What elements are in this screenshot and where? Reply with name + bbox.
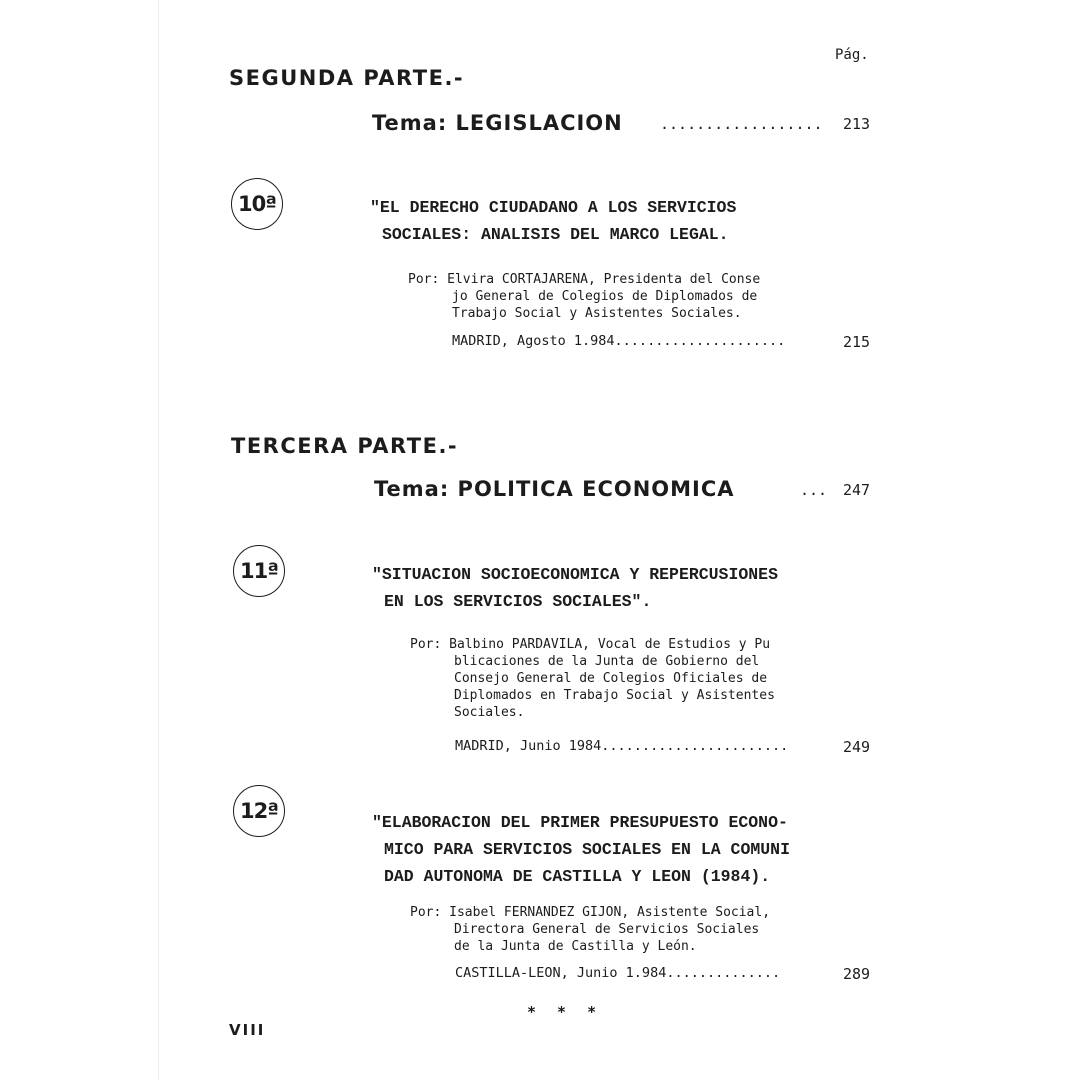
- tema-page-number: 213: [843, 115, 871, 133]
- tema-line: [374, 477, 735, 501]
- tema-leader: ..................: [660, 115, 823, 133]
- author-line: Trabajo Social y Asistentes Sociales.: [452, 306, 742, 321]
- section-separator-stars: * * *: [527, 1003, 603, 1021]
- tema-line: [372, 111, 623, 135]
- author-line: jo General de Colegios de Diplomados de: [452, 289, 758, 304]
- author-line: Consejo General de Colegios Oficiales de: [454, 671, 768, 686]
- article-author: [408, 271, 760, 322]
- article-author: [410, 636, 775, 721]
- author-line: Por: Balbino PARDAVILA, Vocal de Estudios y Pu: [410, 637, 771, 652]
- author-line: Directora General de Servicios Sociales: [454, 922, 760, 937]
- page-number-roman: VIII: [229, 1021, 266, 1039]
- author-line: Sociales.: [454, 705, 525, 720]
- article-title-line: "ELABORACION DEL PRIMER PRESUPUESTO ECONO-: [372, 813, 788, 832]
- article-title-line: MICO PARA SERVICIOS SOCIALES EN LA COMUNI: [384, 840, 790, 859]
- article-page-number: 215: [843, 333, 871, 351]
- article-title: [370, 194, 736, 248]
- part-title: SEGUNDA PARTE.-: [229, 66, 465, 90]
- article-number-badge: 12ª: [233, 785, 285, 837]
- part-title: TERCERA PARTE.-: [231, 434, 459, 458]
- article-author: [410, 904, 770, 955]
- article-number-badge: 11ª: [233, 545, 285, 597]
- article-title-line: SOCIALES: ANALISIS DEL MARCO LEGAL.: [382, 225, 729, 244]
- article-number-badge: 10ª: [231, 178, 283, 230]
- author-line: Diplomados en Trabajo Social y Asistentes: [454, 688, 775, 703]
- article-title-line: "EL DERECHO CIUDADANO A LOS SERVICIOS: [370, 198, 737, 217]
- author-line: Por: Elvira CORTAJARENA, Presidenta del Conse: [408, 272, 761, 287]
- article-title-line: DAD AUTONOMA DE CASTILLA Y LEON (1984).: [384, 867, 771, 886]
- tema-label: Tema:: [372, 111, 448, 135]
- article-title: [372, 809, 790, 890]
- article-page-number: 249: [843, 738, 871, 756]
- author-line: de la Junta de Castilla y León.: [454, 939, 697, 954]
- article-page-number: 289: [843, 965, 871, 983]
- article-dateline: CASTILLA-LEON, Junio 1.984..............: [455, 965, 781, 981]
- article-title-line: "SITUACION SOCIOECONOMICA Y REPERCUSIONES: [372, 565, 778, 584]
- article-title-line: EN LOS SERVICIOS SOCIALES".: [384, 592, 652, 611]
- scan-edge: [158, 0, 159, 1080]
- author-line: blicaciones de la Junta de Gobierno del: [454, 654, 760, 669]
- article-dateline: MADRID, Junio 1984.......................: [455, 738, 789, 754]
- tema-page-number: 247: [843, 481, 871, 499]
- tema-name: LEGISLACION: [455, 111, 623, 135]
- article-title: [372, 561, 778, 615]
- article-dateline: MADRID, Agosto 1.984.....................: [452, 333, 786, 349]
- tema-name: POLITICA ECONOMICA: [457, 477, 735, 501]
- tema-leader: ...: [800, 481, 828, 499]
- pag-column-header: Pág.: [835, 47, 869, 63]
- author-line: Por: Isabel FERNANDEZ GIJON, Asistente Social,: [410, 905, 771, 920]
- tema-label: Tema:: [374, 477, 450, 501]
